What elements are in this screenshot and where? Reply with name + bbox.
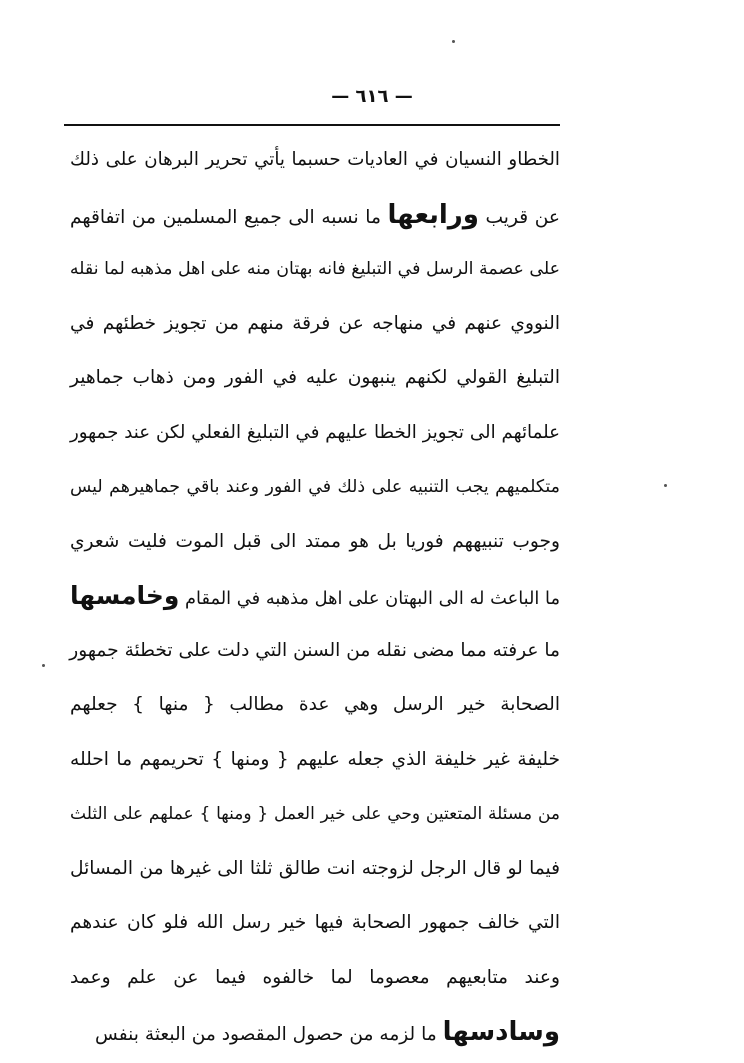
scan-speck (42, 664, 45, 667)
text-line-2: عن قريب ورابعها ما نسبه الى جميع المسلمين من اتفاقهم (70, 199, 560, 230)
text-line-8: وجوب تنبيههم فوريا بل هو ممتد الى قبل الموت فليت شعري (70, 530, 560, 552)
text-line-7: متكلميهم يجب التنبيه على ذلك في الفور وعند باقي جماهيرهم ليس (70, 477, 560, 497)
page-number: — ٦١٦ — (331, 86, 413, 107)
text-line-6: علمائهم الى تجويز الخطا عليهم في التبليغ الفعلي لكن عند جمهور (70, 421, 560, 443)
header-rule (64, 124, 560, 126)
section-heading-fourth: ورابعها (387, 199, 479, 230)
text-line-17: وسادسها ما لزمه من حصول المقصود من البعثة بنفس (95, 1017, 560, 1047)
text-line-4: النووي عنهم في منهاجه عن فرقة منهم من تجويز خطئهم في (70, 312, 560, 334)
text-line-16: وعند متابعيهم معصوما لما خالفوه فيما عن علم وعمد (70, 966, 560, 988)
section-heading-sixth: وسادسها (442, 1017, 560, 1047)
text-line-10: ما عرفته مما مضى نقله من السنن التي دلت على تخطئة جمهور (69, 639, 560, 661)
text-line-3: على عصمة الرسل في التبليغ فانه بهتان منه على اهل مذهبه لما نقله (69, 259, 560, 279)
scan-speck (452, 40, 455, 43)
section-heading-fifth: وخامسها (70, 581, 180, 610)
text-line-12: خليفة غير خليفة الذي جعله عليهم { ومنها } تحريمهم ما احلله (70, 748, 560, 770)
text-line-9: ما الباعث له الى البهتان على اهل مذهبه في المقام وخامسها (70, 581, 560, 610)
text-line-5: التبليغ القولي لكنهم ينبهون عليه في الفور ومن ذهاب جماهير (70, 367, 560, 388)
text-line-13: من مسئلة المتعتين وحي على خير العمل { ومنها } عملهم على الثلث (70, 804, 560, 824)
body-text (70, 133, 560, 1060)
text-line-11: الصحابة خير الرسل وهي عدة مطالب { منها } جعلهم (70, 694, 560, 715)
text-line-14: فيما لو قال الرجل لزوجته انت طالق ثلثا الى غيرها من المسائل (70, 857, 560, 879)
scan-speck (664, 484, 667, 487)
text-line-15: التي خالف جمهور الصحابة فيها خير رسل الله فلو كان عندهم (70, 912, 560, 933)
text-line-1: الخطاو النسيان في العاديات حسبما يأتي تحرير البرهان على ذلك (70, 149, 560, 170)
